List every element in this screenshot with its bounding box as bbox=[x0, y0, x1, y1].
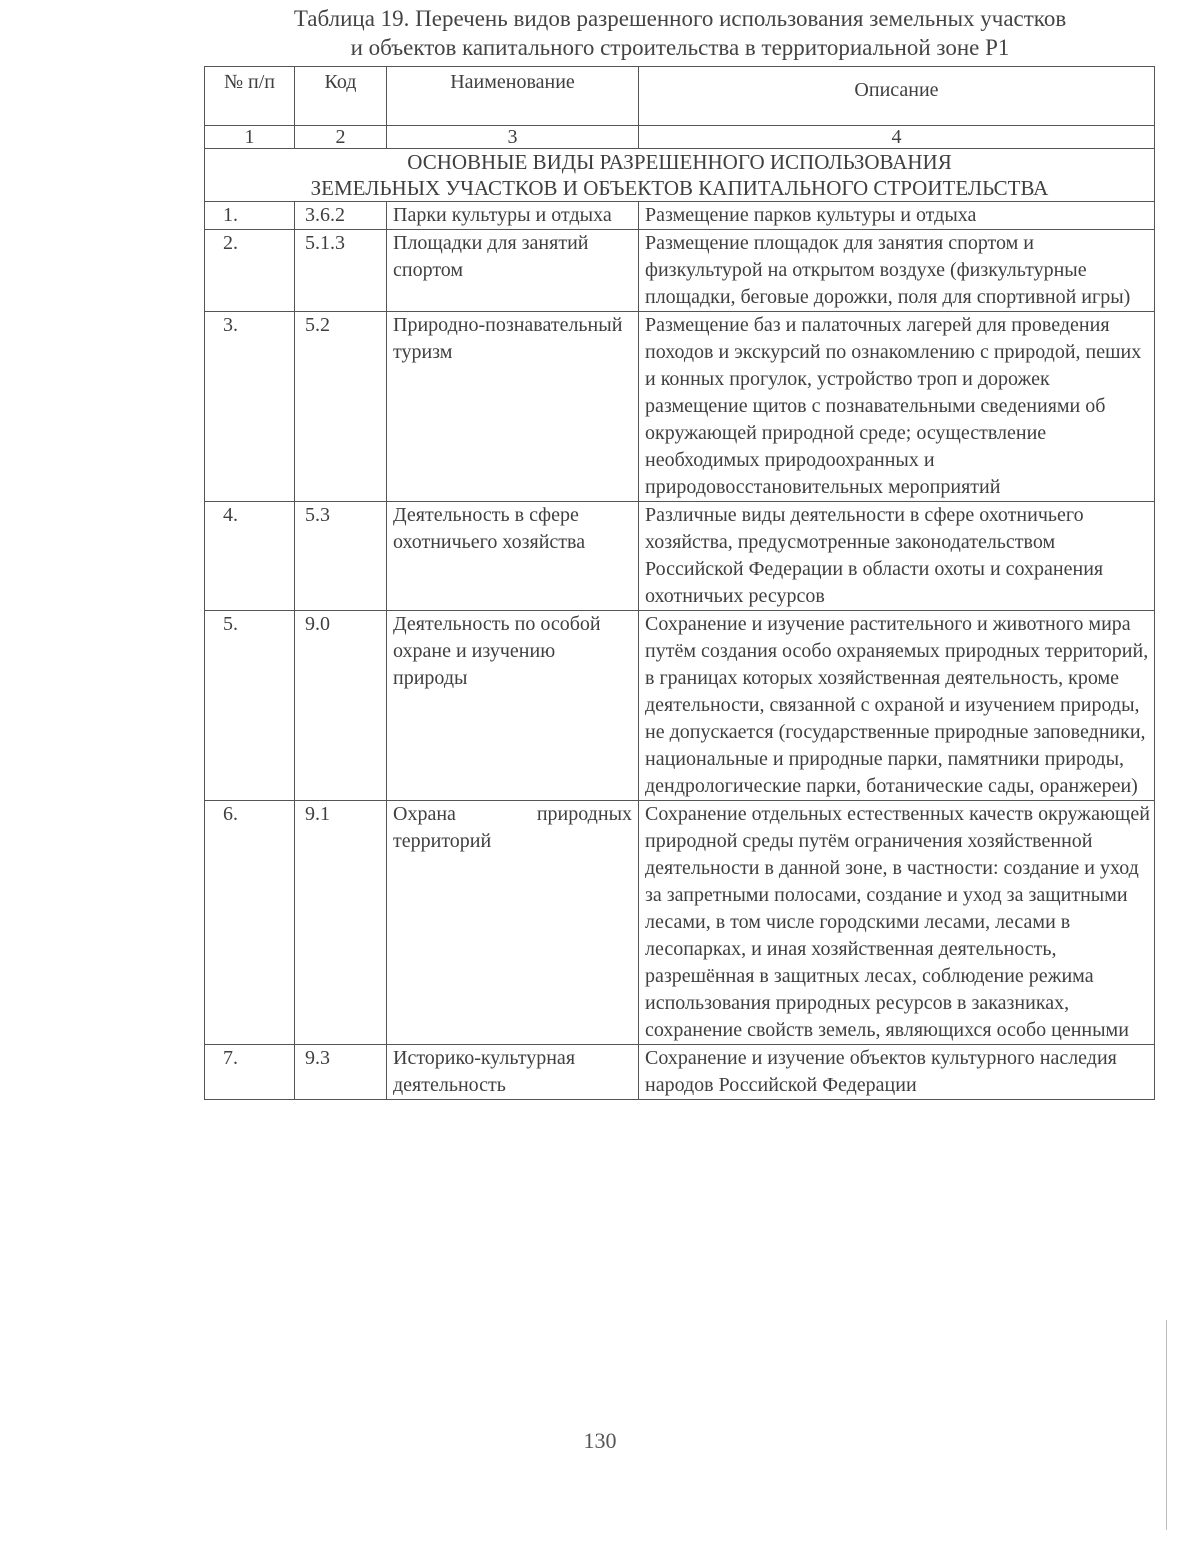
header-name: Наименование bbox=[387, 67, 639, 126]
row-code: 5.2 bbox=[295, 312, 387, 502]
table-row bbox=[205, 611, 1155, 801]
row-name: Парки культуры и отдыха bbox=[387, 202, 639, 230]
row-code: 5.3 bbox=[295, 502, 387, 611]
row-description: Размещение парков культуры и отдыха bbox=[639, 202, 1155, 230]
row-description: Различные виды деятельности в сфере охотничьего хозяйства, предусмотренные законодательством Российской Федерации в области охоты и сохранения охотничьих ресурсов bbox=[639, 502, 1155, 611]
table-row bbox=[205, 312, 1155, 502]
table-caption-line-2: и объектов капитального строительства в территориальной зоне Р1 bbox=[350, 35, 1010, 60]
row-number: 5. bbox=[205, 611, 295, 801]
row-code: 9.1 bbox=[295, 801, 387, 1045]
row-name: Охрана природных территорий bbox=[387, 801, 639, 1045]
section-row bbox=[205, 149, 1155, 202]
header-code: Код bbox=[295, 67, 387, 126]
row-code: 5.1.3 bbox=[295, 230, 387, 312]
row-description: Сохранение отдельных естественных качеств окружающей природной среды путём ограничения хозяйственной деятельности в данной зоне, в частности: создание и уход за запретными полосами, создание и уход за защитными лесами, в том числе городскими лесами, лесами в лесопарках, и иная хозяйственная деятельность, разрешённая в защитных лесах, соблюдение режима использования природных ресурсов в заказниках, сохранение свойств земель, являющихся особо ценными bbox=[639, 801, 1155, 1045]
section-title bbox=[205, 149, 1155, 202]
section-title-line-1: ОСНОВНЫЕ ВИДЫ РАЗРЕШЕННОГО ИСПОЛЬЗОВАНИЯ bbox=[407, 150, 952, 174]
row-name: Деятельность в сфере охотничьего хозяйства bbox=[387, 502, 639, 611]
column-number: 1 bbox=[205, 126, 295, 149]
table-row bbox=[205, 1045, 1155, 1100]
row-name: Площадки для занятий спортом bbox=[387, 230, 639, 312]
row-name: Природно-познавательный туризм bbox=[387, 312, 639, 502]
scan-edge-line bbox=[1166, 1320, 1167, 1530]
table-row bbox=[205, 801, 1155, 1045]
row-number: 7. bbox=[205, 1045, 295, 1100]
table-caption bbox=[200, 4, 1160, 62]
row-number: 4. bbox=[205, 502, 295, 611]
row-description: Сохранение и изучение объектов культурного наследия народов Российской Федерации bbox=[639, 1045, 1155, 1100]
header-number: № п/п bbox=[205, 67, 295, 126]
table-row bbox=[205, 202, 1155, 230]
row-number: 1. bbox=[205, 202, 295, 230]
table-row bbox=[205, 502, 1155, 611]
row-code: 9.0 bbox=[295, 611, 387, 801]
section-title-line-2: ЗЕМЕЛЬНЫХ УЧАСТКОВ И ОБЪЕКТОВ КАПИТАЛЬНОГО СТРОИТЕЛЬСТВА bbox=[310, 176, 1049, 200]
row-code: 3.6.2 bbox=[295, 202, 387, 230]
header-description: Описание bbox=[639, 67, 1155, 126]
column-number: 3 bbox=[387, 126, 639, 149]
table-row bbox=[205, 230, 1155, 312]
row-name: Историко-культурная деятельность bbox=[387, 1045, 639, 1100]
page-number: 130 bbox=[583, 1428, 617, 1453]
header-row bbox=[205, 67, 1155, 126]
row-description: Размещение площадок для занятия спортом и физкультурой на открытом воздухе (физкультурные площадки, беговые дорожки, поля для спортивной игры) bbox=[639, 230, 1155, 312]
column-number-row bbox=[205, 126, 1155, 149]
row-description: Размещение баз и палаточных лагерей для проведения походов и экскурсий по ознакомлению с природой, пеших и конных прогулок, устройство троп и дорожек размещение щитов с познавательными сведениями об окружающей природной среде; осуществление необходимых природоохранных и природовосстановительных мероприятий bbox=[639, 312, 1155, 502]
row-description: Сохранение и изучение растительного и животного мира путём создания особо охраняемых природных территорий, в границах которых хозяйственная деятельность, кроме деятельности, связанной с охраной и изучением природы, не допускается (государственные природные заповедники, национальные и природные парки, памятники природы, дендрологические парки, ботанические сады, оранжереи) bbox=[639, 611, 1155, 801]
column-number: 2 bbox=[295, 126, 387, 149]
land-use-table bbox=[204, 66, 1155, 1100]
row-code: 9.3 bbox=[295, 1045, 387, 1100]
row-number: 2. bbox=[205, 230, 295, 312]
column-number: 4 bbox=[639, 126, 1155, 149]
row-name: Деятельность по особой охране и изучению природы bbox=[387, 611, 639, 801]
row-number: 3. bbox=[205, 312, 295, 502]
table-caption-line-1: Таблица 19. Перечень видов разрешенного использования земельных участков bbox=[293, 6, 1067, 31]
row-number: 6. bbox=[205, 801, 295, 1045]
